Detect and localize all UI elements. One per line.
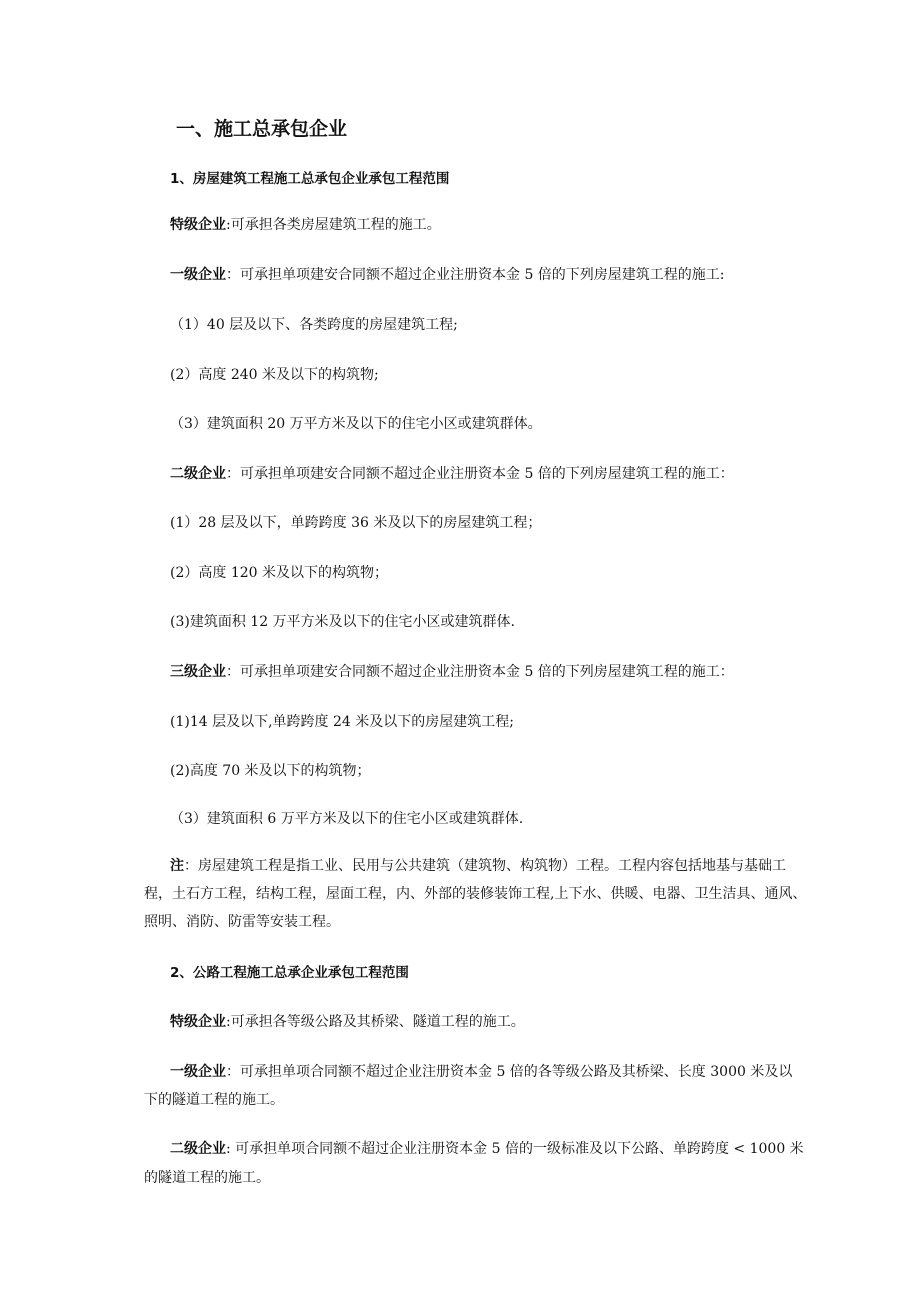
label: 注 xyxy=(170,858,184,874)
text: ：可承担单项合同额不超过企业注册资本金 5 倍的各等级公路及其桥梁、长度 3000 米及以 xyxy=(226,1064,793,1080)
label: 特级企业 xyxy=(170,217,226,233)
list-item: （3）建筑面积 6 万平方米及以下的住宅小区或建筑群体. xyxy=(170,811,524,827)
text: :可承担各等级公路及其桥梁、隧道工程的施工。 xyxy=(226,1014,525,1030)
list-item: （3）建筑面积 20 万平方米及以下的住宅小区或建筑群体。 xyxy=(170,416,542,432)
list-item: (2）高度 240 米及以下的构筑物; xyxy=(170,367,379,383)
para-special xyxy=(170,216,441,234)
para-special xyxy=(170,1013,525,1031)
heading-housing: 1、房屋建筑工程施工总承包企业承包工程范围 xyxy=(170,171,450,187)
para-grade1 xyxy=(170,1063,792,1081)
list-item: (2）高度 120 米及以下的构筑物； xyxy=(170,565,388,581)
para-grade2 xyxy=(170,465,734,483)
para-grade3 xyxy=(170,663,734,681)
text: ：可承担单项建安合同额不超过企业注册资本金 5 倍的下列房屋建筑工程的施工： xyxy=(226,466,734,482)
note-line xyxy=(170,857,786,875)
label: 二级企业 xyxy=(170,466,226,482)
text: ：可承担单项建安合同额不超过企业注册资本金 5 倍的下列房屋建筑工程的施工: xyxy=(226,267,725,283)
text: :可承担各类房屋建筑工程的施工。 xyxy=(226,217,441,233)
para-grade1 xyxy=(170,266,725,284)
label: 特级企业 xyxy=(170,1014,226,1030)
para-cont: 下的隧道工程的施工。 xyxy=(144,1092,284,1108)
heading-highway: 2、公路工程施工总承企业承包工程范围 xyxy=(170,965,409,981)
para-grade2 xyxy=(170,1140,804,1158)
label: 一级企业 xyxy=(170,267,226,283)
text: : 可承担单项合同额不超过企业注册资本金 5 倍的一级标准及以下公路、单跨跨度 < 1000 米 xyxy=(226,1141,804,1157)
list-item: (1）28 层及以下，单跨跨度 36 米及以下的房屋建筑工程； xyxy=(170,515,542,531)
note-line: 程，土石方工程，结构工程，屋面工程，内、外部的装修装饰工程,上下水、供暖、电器、卫生洁具、通风、 xyxy=(144,886,807,902)
note-line: 照明、消防、防雷等安装工程。 xyxy=(144,914,340,930)
list-item: (2)高度 70 米及以下的构筑物； xyxy=(170,763,371,779)
list-item: （1）40 层及以下、各类跨度的房屋建筑工程; xyxy=(170,317,458,333)
text: ：房屋建筑工程是指工业、民用与公共建筑（建筑物、构筑物）工程。工程内容包括地基与基础工 xyxy=(184,858,786,874)
label: 二级企业 xyxy=(170,1141,226,1157)
section-title: 一、施工总承包企业 xyxy=(176,118,348,140)
list-item: (3)建筑面积 12 万平方米及以下的住宅小区或建筑群体. xyxy=(170,614,515,630)
para-cont: 的隧道工程的施工。 xyxy=(144,1170,270,1186)
label: 三级企业 xyxy=(170,664,226,680)
list-item: (1)14 层及以下,单跨跨度 24 米及以下的房屋建筑工程; xyxy=(170,714,514,730)
text: ：可承担单项建安合同额不超过企业注册资本金 5 倍的下列房屋建筑工程的施工： xyxy=(226,664,734,680)
label: 一级企业 xyxy=(170,1064,226,1080)
